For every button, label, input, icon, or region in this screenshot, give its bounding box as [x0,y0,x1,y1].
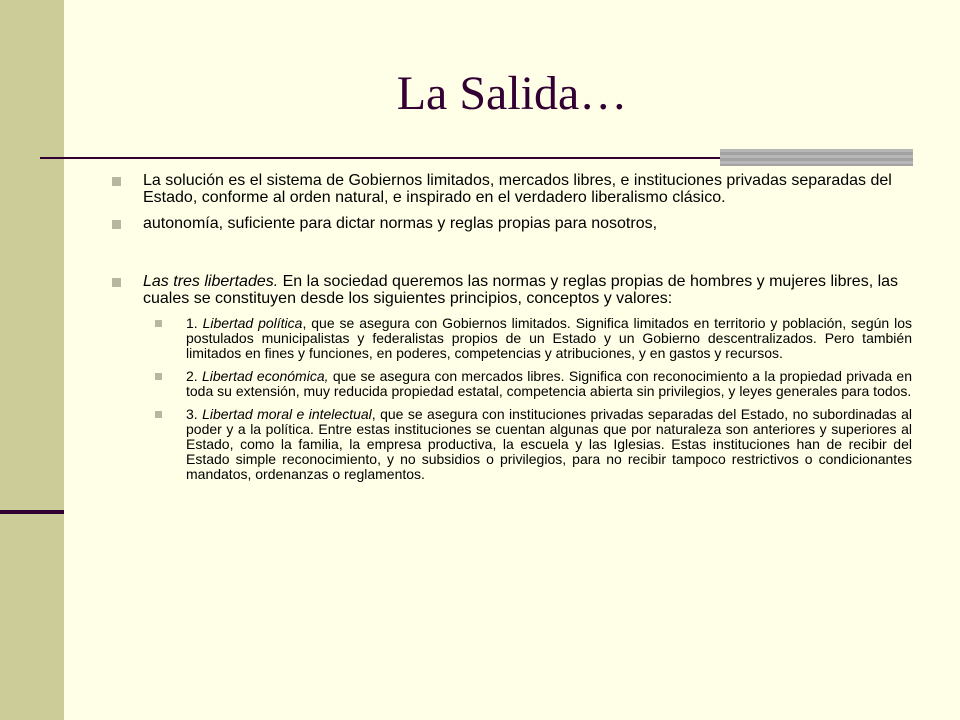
title-accent-bar [720,149,913,166]
sub-bullet-number: 2. [186,368,202,384]
sub-bullet-italic: Libertad política [202,315,303,331]
bullet-square-icon [112,220,121,229]
bullet-square-icon [112,177,121,186]
bullet-square-icon [155,373,162,380]
bullet-text: La solución es el sistema de Gobiernos limitados, mercados libres, e instituciones privadas separadas del Estado, conforme al orden natural, e inspirado en el verdadero liberalismo clásico. [143,172,892,206]
bullet-item [112,273,912,307]
sub-bullet-item [155,369,912,399]
slide-content [112,172,912,490]
sidebar-band [0,0,64,720]
bullet-item [112,172,912,206]
bullet-rest: En la sociedad queremos las normas y reglas propias de hombres y mujeres libres, las cuales se constituyen desde los siguientes principios, conceptos y valores: [143,273,899,307]
sub-bullet-item [155,407,912,482]
bullet-square-icon [155,411,162,418]
sub-bullet-italic: Libertad económica, [202,368,329,384]
sub-bullet-number: 1. [186,315,203,331]
sub-bullet-italic: Libertad moral e intelectual [202,406,372,422]
bullet-italic: Las tres libertades. [143,273,279,290]
sub-bullet-rest: , que se asegura con Gobiernos limitados. Significa limitados en territorio y población, según los postulados municipalistas y federalistas propios de un Estado y un Gobierno descentralizados. Pero también limitados en fines y funciones, en poderes, competencias y atribuciones, y en gastos y recursos. [186,315,912,361]
bullet-square-icon [155,320,162,327]
sub-bullet-rest: que se asegura con mercados libres. Significa con reconocimiento a la propiedad privada en toda su extensión, muy reducida propiedad estatal, competencia abierta sin privilegios, y leyes generales para todos. [186,368,912,399]
sub-bullet-number: 3. [186,406,203,422]
sub-bullet-text [186,406,912,482]
bullet-text [143,273,898,307]
bullet-text: autonomía, suficiente para dictar normas y reglas propias para nosotros, [143,215,658,232]
bullet-item [112,215,912,232]
sub-bullet-text [186,315,912,361]
slide-title: La Salida… [396,67,628,120]
sub-bullet-item [155,316,912,361]
sub-bullet-text [186,368,912,399]
sidebar-rule [0,510,64,514]
sub-bullet-rest: , que se asegura con instituciones privadas separadas del Estado, no subordinadas al poder y a la política. Entre estas instituciones se cuentan algunas que por naturaleza son anteriores y superiores al Estado, como la familia, la empresa productiva, la escuela y las Iglesias. Estas instituciones han de recibir del Estado simple reconocimiento, y no subsidios o privilegios, para no recibir tampoco restrictivos o condicionantes mandatos, ordenanzas o reglamentos. [186,406,912,482]
bullet-square-icon [112,278,121,287]
